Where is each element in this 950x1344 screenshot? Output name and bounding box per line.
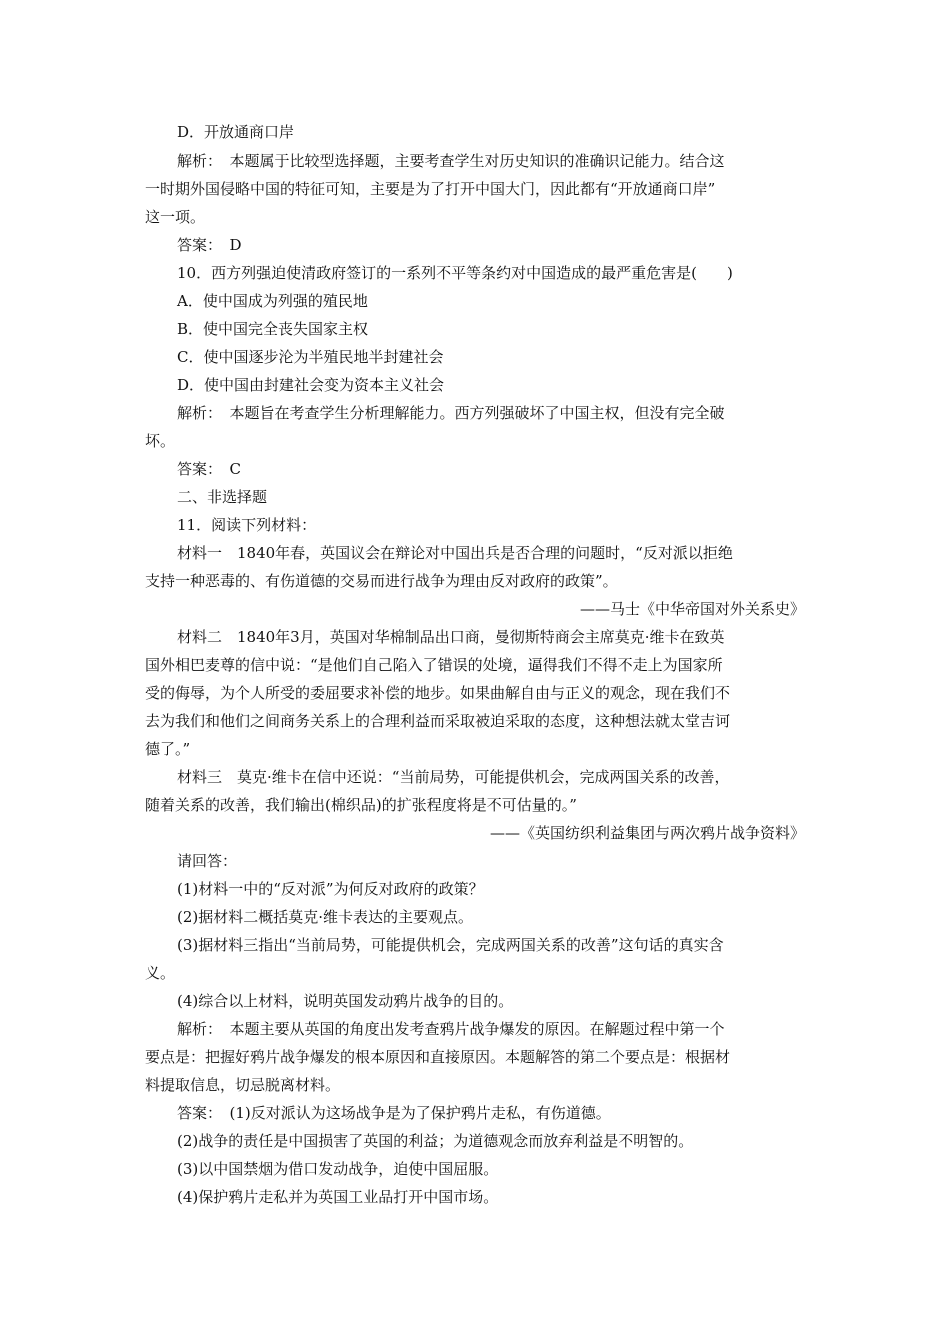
answer-line: 答案： D — [177, 236, 242, 254]
option-d-line: D．开放通商口岸 — [177, 123, 295, 141]
analysis-line: 坏。 — [145, 432, 176, 450]
sub-question-3: 义。 — [145, 964, 176, 982]
analysis-line: 料提取信息，切忌脱离材料。 — [145, 1076, 341, 1094]
answer-line: 答案： C — [177, 460, 241, 478]
material-three-line: 随着关系的改善，我们输出(棉织品)的扩张程度将是不可估量的。” — [145, 796, 577, 814]
answer-line: 答案： (1)反对派认为这场战争是为了保护鸦片走私，有伤道德。 — [177, 1104, 611, 1122]
material-two-line: 受的侮辱，为个人所受的委屈要求补偿的地步。如果曲解自由与正义的观念，现在我们不 — [145, 684, 731, 702]
question-10-stem: 10．西方列强迫使清政府签订的一系列不平等条约对中国造成的最严重危害是( ) — [177, 264, 733, 282]
analysis-line: 这一项。 — [145, 208, 206, 226]
material-three-line: 材料三 莫克·维卡在信中还说：“当前局势，可能提供机会，完成两国关系的改善， — [177, 768, 730, 786]
question-11-stem: 11．阅读下列材料： — [177, 516, 317, 534]
material-three-source: ——《英国纺织利益集团与两次鸦片战争资料》 — [489, 824, 805, 842]
material-two-line: 国外相巴麦尊的信中说：“是他们自己陷入了错误的处境，逼得我们不得不走上为国家所 — [145, 656, 723, 674]
material-one-source: ——马士《中华帝国对外关系史》 — [579, 600, 805, 618]
material-two-line: 德了。” — [145, 740, 191, 758]
sub-question-1: (1)材料一中的“反对派”为何反对政府的政策？ — [177, 880, 484, 898]
sub-question-2: (2)据材料二概括莫克·维卡表达的主要观点。 — [177, 908, 474, 926]
section-heading: 二、非选择题 — [177, 488, 268, 506]
analysis-line: 一时期外国侵略中国的特征可知，主要是为了打开中国大门，因此都有“开放通商口岸” — [145, 180, 716, 198]
sub-question-4: (4)综合以上材料，说明英国发动鸦片战争的目的。 — [177, 992, 514, 1010]
option-a-line: A．使中国成为列强的殖民地 — [177, 292, 368, 310]
material-one-line: 材料一 1840年春，英国议会在辩论对中国出兵是否合理的问题时，“反对派以拒绝 — [177, 544, 733, 562]
analysis-line: 要点是：把握好鸦片战争爆发的根本原因和直接原因。本题解答的第二个要点是：根据材 — [145, 1048, 731, 1066]
question-prompt: 请回答： — [177, 852, 238, 870]
analysis-line: 解析： 本题主要从英国的角度出发考查鸦片战争爆发的原因。在解题过程中第一个 — [177, 1020, 725, 1038]
material-two-line: 去为我们和他们之间商务关系上的合理利益而采取被迫采取的态度，这种想法就太堂吉诃 — [145, 712, 731, 730]
answer-line: (2)战争的责任是中国损害了英国的利益；为道德观念而放弃利益是不明智的。 — [177, 1132, 694, 1150]
material-one-line: 支持一种恶毒的、有伤道德的交易而进行战争为理由反对政府的政策”。 — [145, 572, 618, 590]
sub-question-3: (3)据材料三指出“当前局势，可能提供机会，完成两国关系的改善”这句话的真实含 — [177, 936, 724, 954]
option-b-line: B．使中国完全丧失国家主权 — [177, 320, 369, 338]
answer-line: (3)以中国禁烟为借口发动战争，迫使中国屈服。 — [177, 1160, 499, 1178]
material-two-line: 材料二 1840年3月，英国对华棉制品出口商，曼彻斯特商会主席莫克·维卡在致英 — [177, 628, 725, 646]
answer-line: (4)保护鸦片走私并为英国工业品打开中国市场。 — [177, 1188, 499, 1206]
option-c-line: C．使中国逐步沦为半殖民地半封建社会 — [177, 348, 444, 366]
analysis-line: 解析： 本题属于比较型选择题，主要考查学生对历史知识的准确识记能力。结合这 — [177, 152, 725, 170]
option-d-line: D．使中国由封建社会变为资本主义社会 — [177, 376, 445, 394]
analysis-line: 解析： 本题旨在考查学生分析理解能力。西方列强破坏了中国主权，但没有完全破 — [177, 404, 725, 422]
